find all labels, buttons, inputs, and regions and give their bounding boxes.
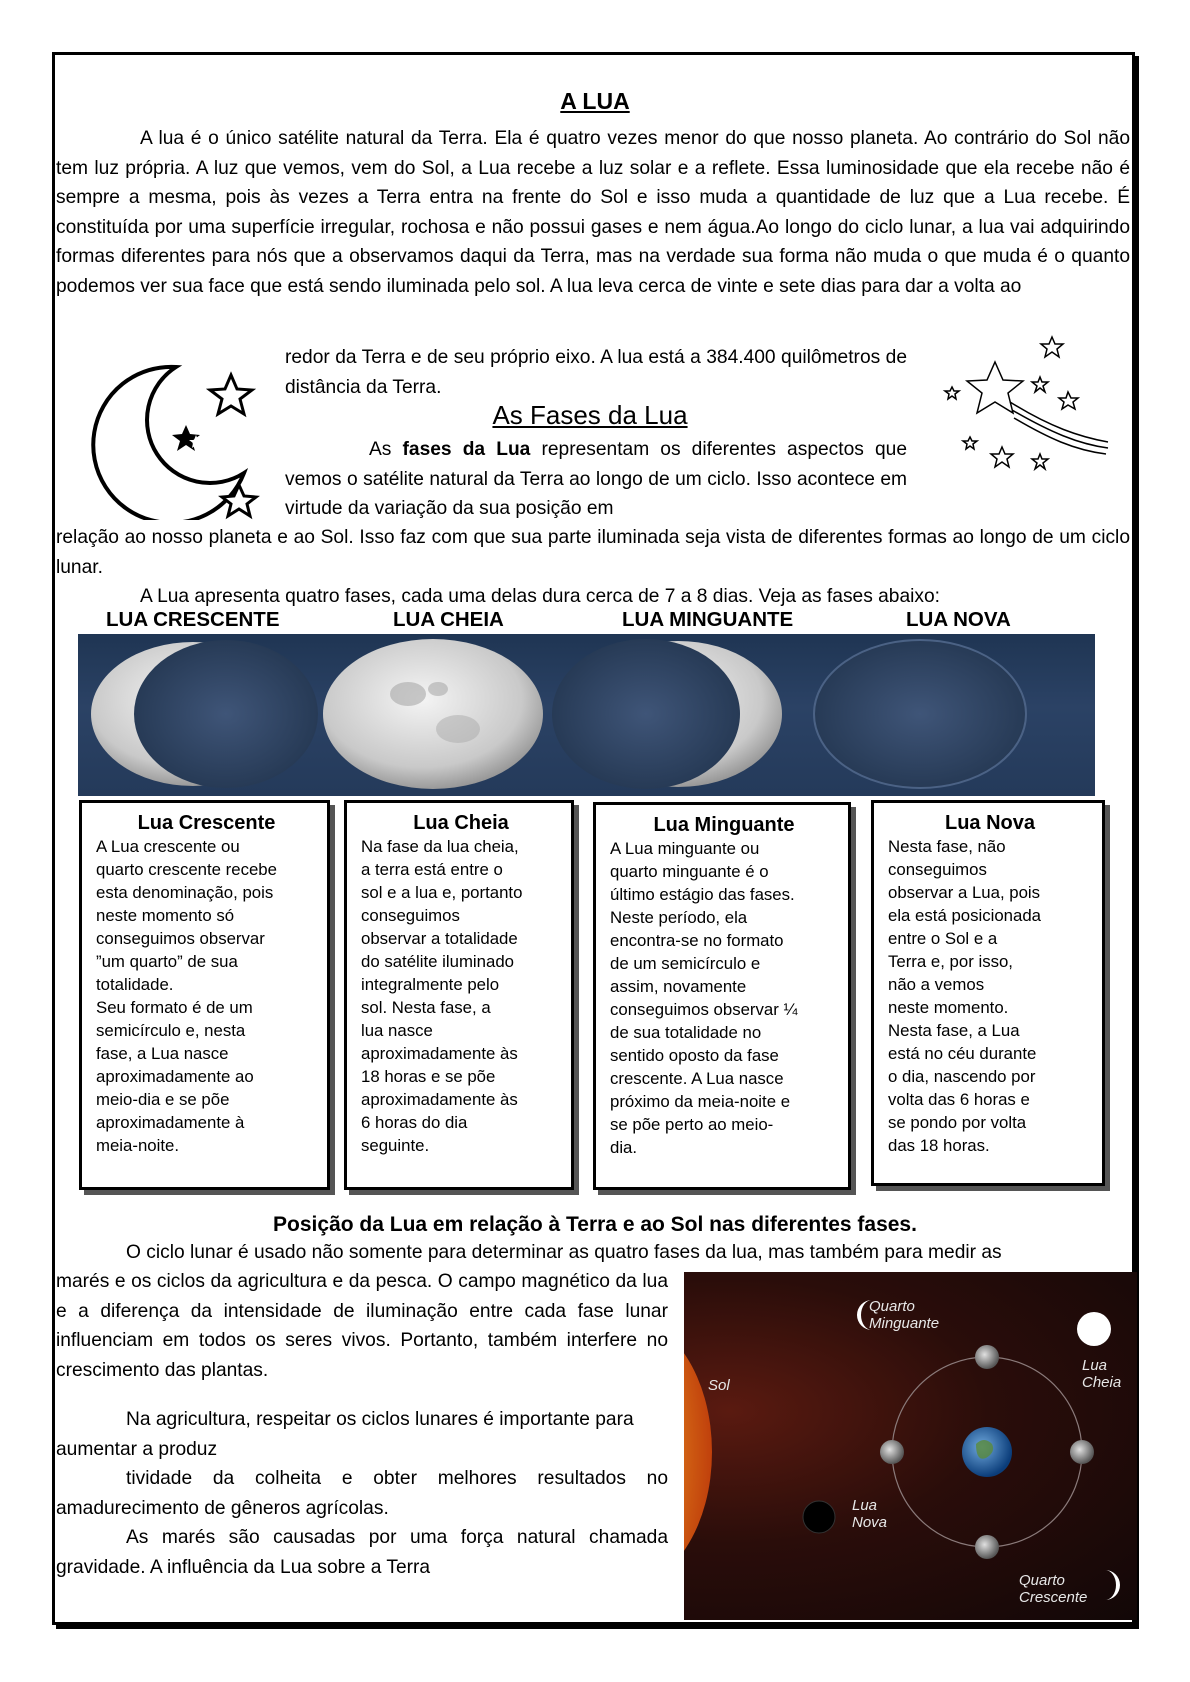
box-lua-nova bbox=[871, 800, 1105, 1186]
page-title: A LUA bbox=[560, 88, 630, 114]
box-lua-crescente bbox=[79, 800, 330, 1190]
moon-phases-image bbox=[78, 634, 1095, 796]
label-lua-cheia: LUA CHEIA bbox=[393, 608, 504, 631]
phases-heading: As Fases da Lua bbox=[492, 400, 688, 430]
lua-nova-icon bbox=[803, 1501, 835, 1533]
crescent-moon-stars-illustration bbox=[66, 355, 276, 520]
agriculture-paragraph: Na agricultura, respeitar os ciclos lunares é importante para aumentar a produz bbox=[56, 1409, 634, 1460]
phases-paragraph-continuation: relação ao nosso planeta e ao Sol. Isso faz com que sua parte iluminada seja vista de diferentes formas ao longo de um ciclo lunar. bbox=[56, 527, 1130, 578]
phases-paragraph bbox=[285, 435, 907, 524]
label-lua-nova: LUA NOVA bbox=[906, 608, 1011, 631]
moon-minguante bbox=[552, 639, 782, 789]
box-text: Nesta fase, não conseguimos observar a Lua, pois ela está posicionada entre o Sol e a Terra e, por isso, não a vemos neste momento. Nesta fase, a Lua está no céu durante o dia, nascendo por volta das 6 horas e se pondo por volta das 18 horas. bbox=[888, 837, 1042, 1155]
box-lua-cheia bbox=[344, 800, 574, 1190]
box-title: Lua Minguante bbox=[653, 814, 795, 836]
moon-bottom bbox=[975, 1535, 999, 1559]
agriculture-paragraph-continuation: tividade da colheita e obter melhores resultados no amadurecimento de gêneros agrícolas. bbox=[56, 1468, 668, 1519]
tides-paragraph: As marés são causadas por uma força natural chamada gravidade. A influência da Lua sobre a Terra bbox=[56, 1527, 668, 1578]
moon-nova bbox=[814, 640, 1026, 788]
position-first-line: O ciclo lunar é usado não somente para determinar as quatro fases da lua, mas também para medir as bbox=[126, 1242, 1002, 1263]
box-title: Lua Nova bbox=[944, 812, 1036, 834]
label-quarto-crescente: Quarto Crescente bbox=[1019, 1572, 1088, 1606]
label-sol: Sol bbox=[708, 1377, 730, 1394]
label-lua-cheia-diagram: Lua Cheia bbox=[1082, 1357, 1122, 1391]
label-lua-minguante: LUA MINGUANTE bbox=[622, 608, 794, 631]
intro-continuation: redor da Terra e de seu próprio eixo. A lua está a 384.400 quilômetros de distância da Terra. bbox=[285, 347, 907, 398]
position-heading: Posição da Lua em relação à Terra e ao Sol nas diferentes fases. bbox=[273, 1213, 917, 1236]
moon-top bbox=[975, 1345, 999, 1369]
box-text: A Lua minguante ou quarto minguante é o último estágio das fases. Neste período, ela encontra-se no formato de um semicírculo e assim, novamente conseguimos observar ¼ de sua totalidade no sentido oposto da fase crescente. A Lua nasce próximo da meia-noite e se põe perto ao meio- dia. bbox=[610, 839, 798, 1157]
quarto-crescente-icon bbox=[1105, 1570, 1120, 1600]
box-title: Lua Crescente bbox=[137, 812, 276, 834]
box-text: Na fase da lua cheia, a terra está entre o sol e a lua e, portanto conseguimos observar a totalidade do satélite iluminado integralmente pelo sol. Nesta fase, a lua nasce aproximadamente às 18 horas e se põe aproximadamente às 6 horas do dia seguinte. bbox=[361, 837, 523, 1155]
label-lua-crescente: LUA CRESCENTE bbox=[106, 608, 280, 631]
position-paragraph: marés e os ciclos da agricultura e da pesca. O campo magnético da lua e a diferença da intensidade de iluminação entre cada fase lunar influenciam em todos os seres vivos. Portanto, também interfere no crescimento das plantas. bbox=[56, 1271, 668, 1381]
label-lua-nova-diagram: Lua Nova bbox=[852, 1497, 888, 1531]
sun-shape bbox=[684, 1317, 712, 1587]
moon-crescente bbox=[91, 640, 318, 788]
phases-count-paragraph: A Lua apresenta quatro fases, cada uma delas dura cerca de 7 a 8 dias. Veja as fases abaixo: bbox=[140, 586, 940, 607]
moon-right bbox=[1070, 1440, 1094, 1464]
moon-left bbox=[880, 1440, 904, 1464]
phases-text-bold: fases da Lua bbox=[402, 439, 531, 460]
phases-text-rest: representam os diferentes aspectos que vemos o satélite natural da Terra ao longo de um ciclo. Isso acontece em virtude da variação da sua posição em bbox=[285, 439, 907, 519]
label-quarto-minguante: Quarto Minguante bbox=[869, 1298, 940, 1332]
moon-cheia bbox=[323, 639, 543, 789]
box-title: Lua Cheia bbox=[413, 812, 509, 834]
intro-text: A lua é o único satélite natural da Terra. Ela é quatro vezes menor do que nosso planeta. Ao contrário do Sol não tem luz própria. A luz que vemos, vem do Sol, a Lua recebe a luz solar e a reflete. Essa luminosidade que ela recebe não é sempre a mesma, pois às vezes a Terra entra na frente do Sol e isso muda a quantidade de luz que a Lua recebe. É constituída por uma superfície irregular, rochosa e não possui gases e nem água.Ao longo do ciclo lunar, a lua vai adquirindo formas diferentes para nós que a observamos daqui da Terra, mas na verdade sua forma não muda o que muda é o quanto podemos ver sua face que está sendo iluminada pelo sol. A lua leva cerca de vinte e sete dias para dar a volta ao bbox=[56, 128, 1130, 297]
moon-orbit-diagram bbox=[684, 1272, 1137, 1620]
lua-cheia-icon bbox=[1077, 1312, 1111, 1346]
intro-paragraph bbox=[56, 124, 1130, 301]
phases-text-start: As bbox=[369, 439, 403, 460]
box-lua-minguante bbox=[593, 802, 851, 1190]
shooting-star-illustration bbox=[940, 332, 1115, 492]
box-text: A Lua crescente ou quarto crescente recebe esta denominação, pois neste momento só conseguimos observar ”um quarto” de sua totalidade. Seu formato é de um semicírculo e, nesta fase, a Lua nasce aproximadamente ao meio-dia e se põe aproximadamente à meia-noite. bbox=[96, 837, 277, 1155]
